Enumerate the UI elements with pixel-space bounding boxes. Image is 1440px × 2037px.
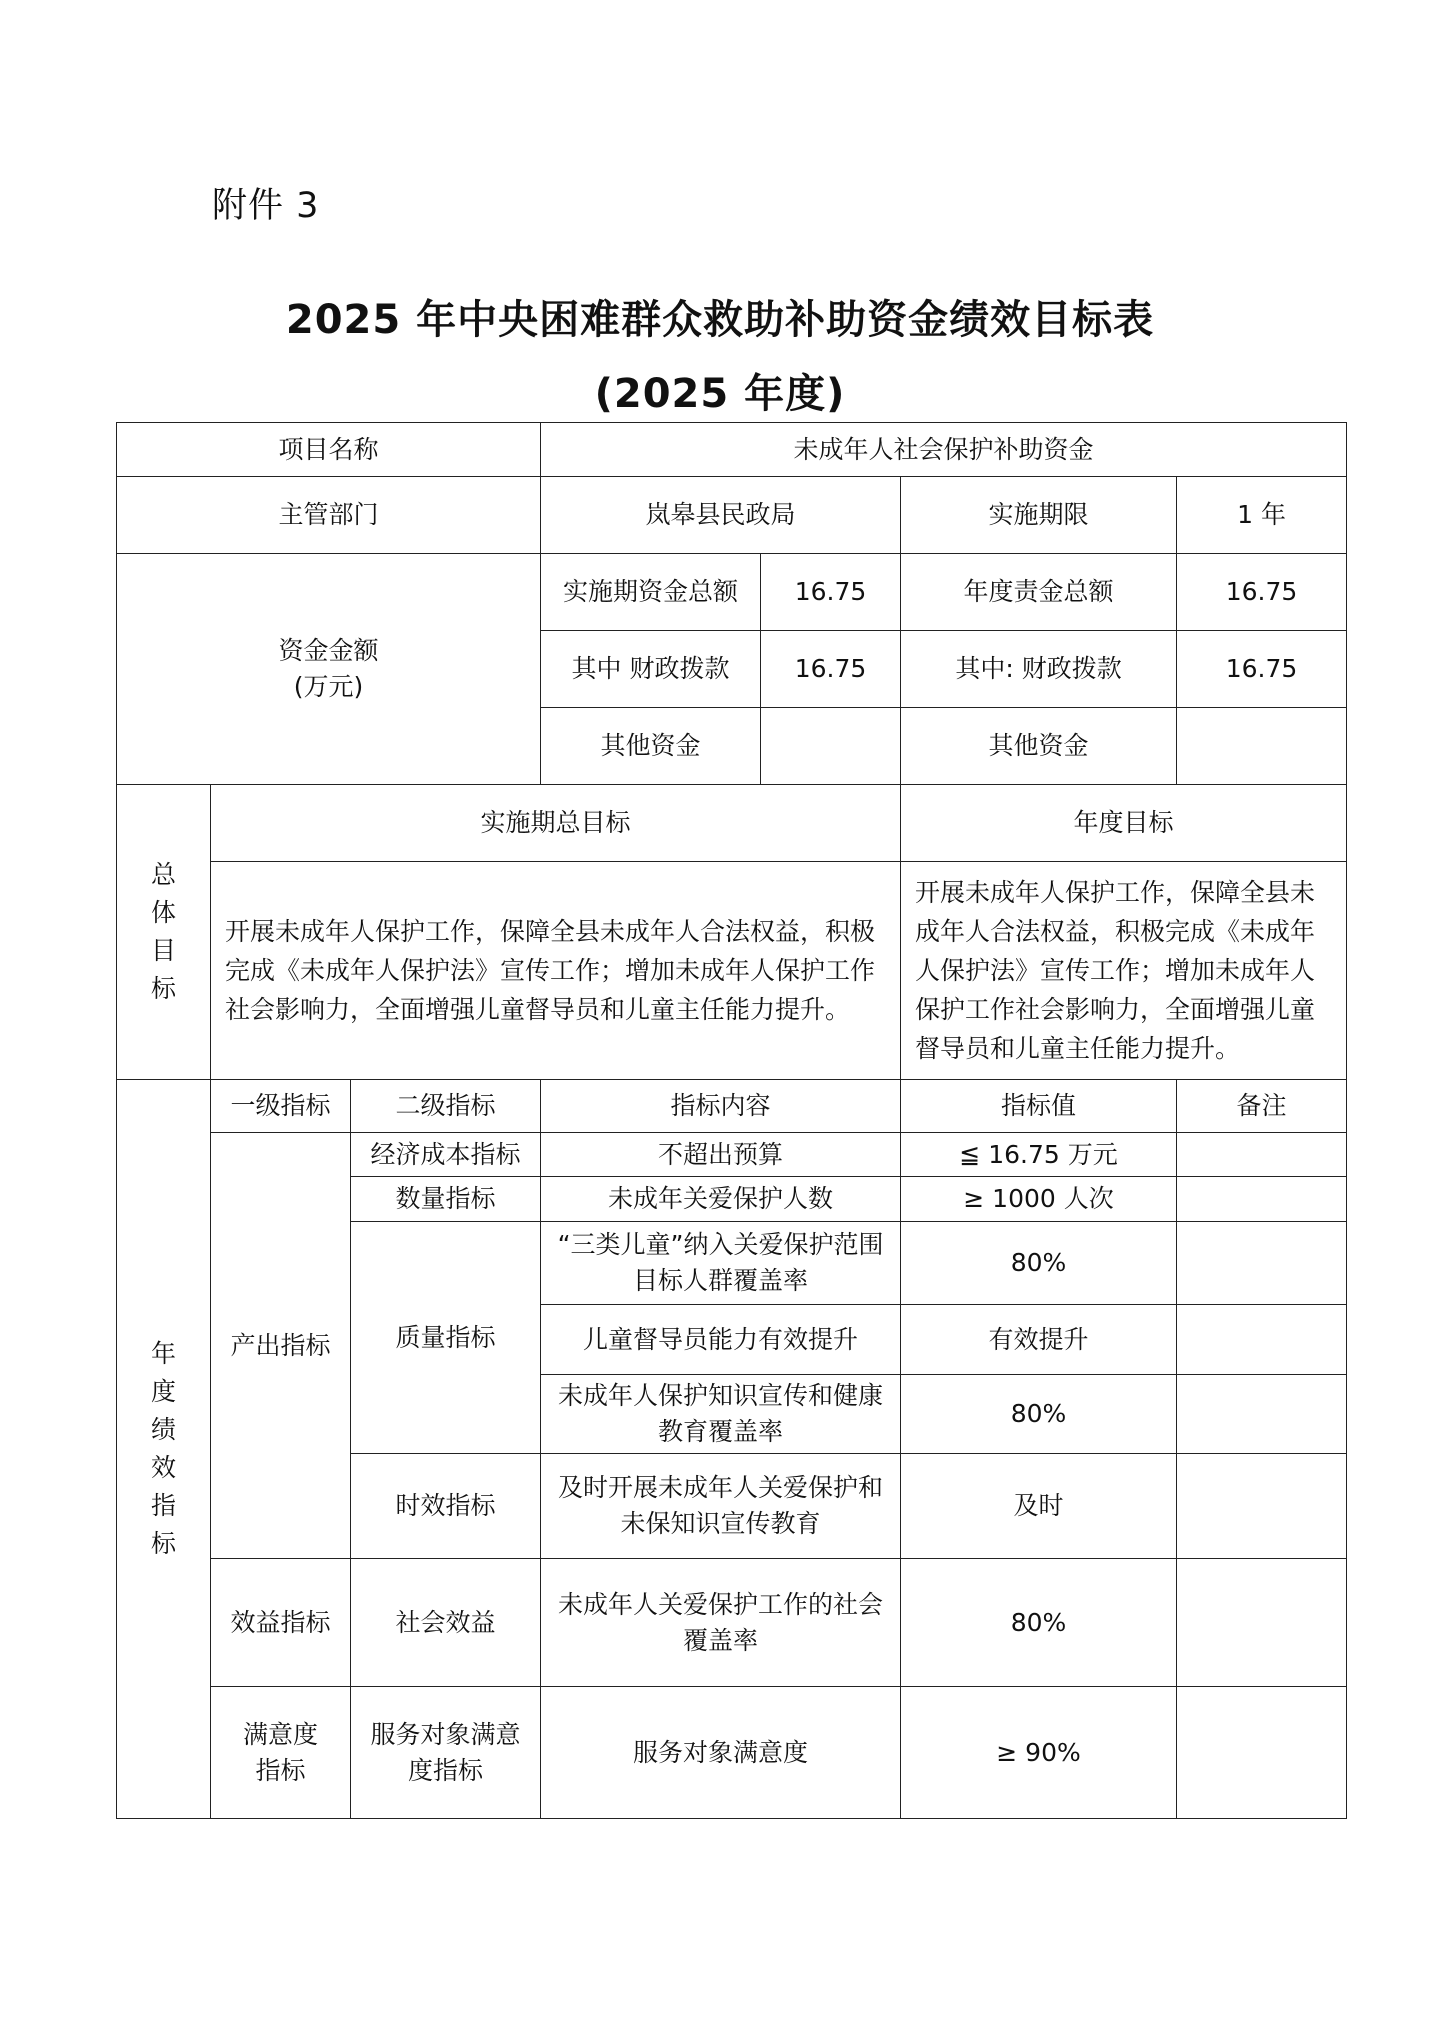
overall-goal-char: 目	[150, 936, 176, 965]
indicator-content: 服务对象满意度	[541, 1687, 901, 1819]
perf-label-char: 指	[150, 1491, 176, 1520]
period-value: 1 年	[1177, 477, 1347, 554]
indicator-value: ≥ 90%	[901, 1687, 1177, 1819]
indicator-content: 不超出预算	[541, 1133, 901, 1177]
indicator-note	[1177, 1454, 1347, 1559]
satisfaction-label-line2: 指标	[255, 1755, 306, 1785]
quantity-indicator-label: 数量指标	[351, 1177, 541, 1222]
indicator-content: 未成年人关爱保护工作的社会覆盖率	[541, 1559, 901, 1687]
indicator-value: ≦ 16.75 万元	[901, 1133, 1177, 1177]
impl-goal-header: 实施期总目标	[211, 785, 901, 862]
indicator-note	[1177, 1559, 1347, 1687]
header-value: 指标值	[901, 1080, 1177, 1133]
header-level1: 一级指标	[211, 1080, 351, 1133]
annual-total-label: 年度责金总额	[901, 554, 1177, 631]
document-title: 2025 年中央困难群众救助补助资金绩效目标表	[285, 297, 1155, 343]
impl-goal-text: 开展未成年人保护工作，保障全县未成年人合法权益，积极完成《未成年人保护法》宣传工作；增加未成年人保护工作社会影响力，全面增强儿童督导员和儿童主任能力提升。	[211, 862, 901, 1080]
header-note: 备注	[1177, 1080, 1347, 1133]
social-benefit-label: 社会效益	[351, 1559, 541, 1687]
document-subtitle: (2025 年度)	[594, 371, 846, 417]
header-level2: 二级指标	[351, 1080, 541, 1133]
output-indicator-label: 产出指标	[211, 1133, 351, 1559]
impl-total-label: 实施期资金总额	[541, 554, 761, 631]
annual-goal-header: 年度目标	[901, 785, 1347, 862]
project-name-value: 未成年人社会保护补助资金	[541, 423, 1347, 477]
indicator-value: 80%	[901, 1222, 1177, 1305]
annual-goal-text: 开展未成年人保护工作，保障全县未成年人合法权益，积极完成《未成年人保护法》宣传工作；增加未成年人保护工作社会影响力，全面增强儿童督导员和儿童主任能力提升。	[901, 862, 1347, 1080]
indicator-content: 及时开展未成年人关爱保护和未保知识宣传教育	[541, 1454, 901, 1559]
annual-fiscal-label: 其中: 财政拨款	[901, 631, 1177, 708]
dept-value: 岚皋县民政局	[541, 477, 901, 554]
annual-fiscal-value: 16.75	[1177, 631, 1347, 708]
impl-other-label: 其他资金	[541, 708, 761, 785]
overall-goal-char: 总	[150, 860, 176, 889]
project-name-label: 项目名称	[117, 423, 541, 477]
impl-fiscal-value: 16.75	[761, 631, 901, 708]
perf-label-char: 度	[150, 1377, 176, 1406]
satisfaction-label-line1: 满意度	[242, 1719, 318, 1749]
indicator-content: 儿童督导员能力有效提升	[541, 1305, 901, 1375]
indicator-content: “三类儿童”纳入关爱保护范围目标人群覆盖率	[541, 1222, 901, 1305]
indicator-note	[1177, 1177, 1347, 1222]
indicator-note	[1177, 1687, 1347, 1819]
indicator-note	[1177, 1222, 1347, 1305]
indicator-value: 80%	[901, 1375, 1177, 1454]
annual-other-value	[1177, 708, 1347, 785]
indicator-content: 未成年关爱保护人数	[541, 1177, 901, 1222]
overall-goal-label	[117, 785, 211, 1080]
perf-label-char: 年	[150, 1339, 176, 1368]
indicator-value: 80%	[901, 1559, 1177, 1687]
service-satisfaction-label	[351, 1687, 541, 1819]
indicator-value: 有效提升	[901, 1305, 1177, 1375]
overall-goal-char: 标	[150, 974, 176, 1003]
fund-label-line1: 资金金额	[278, 636, 379, 665]
fund-label-line2: (万元)	[293, 672, 364, 701]
attachment-label: 附件 3	[212, 186, 320, 226]
period-label: 实施期限	[901, 477, 1177, 554]
timeliness-indicator-label: 时效指标	[351, 1454, 541, 1559]
indicator-content: 未成年人保护知识宣传和健康教育覆盖率	[541, 1375, 901, 1454]
service-label-line2: 度指标	[408, 1755, 484, 1785]
satisfaction-indicator-label	[211, 1687, 351, 1819]
indicator-note	[1177, 1305, 1347, 1375]
annual-other-label: 其他资金	[901, 708, 1177, 785]
perf-label-char: 效	[150, 1453, 176, 1482]
impl-total-value: 16.75	[761, 554, 901, 631]
perf-label-char: 绩	[150, 1415, 176, 1444]
header-content: 指标内容	[541, 1080, 901, 1133]
annual-performance-label	[117, 1080, 211, 1819]
indicator-note	[1177, 1375, 1347, 1454]
quality-indicator-label: 质量指标	[351, 1222, 541, 1454]
indicator-value: 及时	[901, 1454, 1177, 1559]
impl-other-value	[761, 708, 901, 785]
indicator-note	[1177, 1133, 1347, 1177]
service-label-line1: 服务对象满意	[370, 1719, 521, 1749]
indicator-value: ≥ 1000 人次	[901, 1177, 1177, 1222]
dept-label: 主管部门	[117, 477, 541, 554]
cost-indicator-label: 经济成本指标	[351, 1133, 541, 1177]
benefit-indicator-label: 效益指标	[211, 1559, 351, 1687]
annual-total-value: 16.75	[1177, 554, 1347, 631]
impl-fiscal-label: 其中 财政拨款	[541, 631, 761, 708]
perf-label-char: 标	[150, 1529, 176, 1558]
overall-goal-char: 体	[150, 898, 176, 927]
fund-amount-label	[117, 554, 541, 785]
performance-target-table	[116, 422, 1347, 1819]
